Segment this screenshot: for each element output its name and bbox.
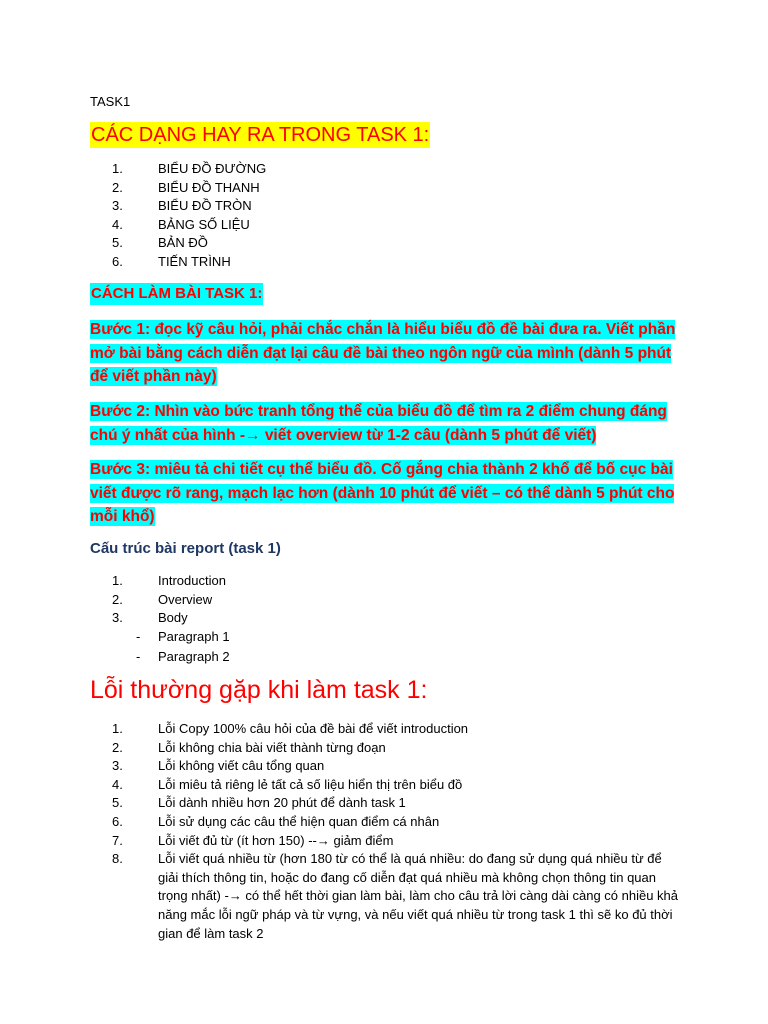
errors-heading: Lỗi thường gặp khi làm task 1: (90, 676, 428, 704)
step-1-text: Bước 1: đọc kỹ câu hỏi, phải chắc chắn là hiểu biểu đồ đề bài đưa ra. Viết phần mở bài bằng cách diễn đạt lại câu đề bài theo ngôn ngữ của mình (dành 5 phút để viết phần này) (90, 321, 676, 385)
task-label: TASK1 (90, 94, 131, 109)
list-item: 6. Lỗi sử dụng các câu thể hiện quan điểm cá nhân (112, 813, 440, 829)
list-item: 3. Body (112, 610, 188, 626)
structure-heading: Cấu trúc bài report (task 1) (90, 540, 281, 557)
step-3 (90, 458, 680, 529)
errors-list (112, 720, 682, 943)
list-item: 1. Lỗi Copy 100% câu hỏi của đề bài để viết introduction (112, 721, 469, 736)
list-item: 1. BIỂU ĐỒ ĐƯỜNG (112, 161, 267, 176)
types-heading: CÁC DẠNG HAY RA TRONG TASK 1: (91, 124, 430, 146)
list-item: 2. BIỂU ĐỒ THANH (112, 179, 260, 195)
list-item: 3. Lỗi không viết câu tổng quan (112, 758, 325, 774)
body-parts-list (136, 627, 230, 667)
list-item: 2. Overview (112, 591, 213, 607)
structure-list (112, 572, 226, 628)
list-item: - Paragraph 2 (136, 649, 230, 664)
list-item: 1. Introduction (112, 573, 226, 588)
list-item: 4. BẢNG SỐ LIỆU (112, 216, 250, 232)
step-2 (90, 400, 680, 447)
list-item: 2. Lỗi không chia bài viết thành từng đoạn (112, 739, 386, 755)
types-list (112, 160, 266, 272)
list-item: 5. BẢN ĐỒ (112, 235, 208, 251)
list-item: 8. Lỗi viết quá nhiều từ (hơn 180 từ có thể là quá nhiều: do đang sử dụng quá nhiều từ để giải thích thông tin, hoặc do đang cố diễn đạt quá nhiều mà không chọn thông tin quan trọng nhất) -→ có thể hết thời gian làm bài, làm cho câu trả lời càng dài càng có nhiều khả năng mắc lỗi ngữ pháp và từ vựng, và nếu viết quá nhiều từ trong task 1 thì sẽ ko đủ thời gian để làm task 2 (112, 851, 679, 941)
list-item: 4. Lỗi miêu tả riêng lẻ tất cả số liệu hiển thị trên biểu đồ (112, 776, 463, 792)
method-heading: CÁCH LÀM BÀI TASK 1: (90, 283, 263, 305)
list-item: - Paragraph 1 (136, 629, 230, 644)
list-item: 7. Lỗi viết đủ từ (ít hơn 150) --→ giảm điểm (112, 832, 394, 848)
list-item: 6. TIẾN TRÌNH (112, 253, 231, 269)
list-item: 3. BIỂU ĐỒ TRÒN (112, 198, 252, 214)
list-item: 5. Lỗi dành nhiều hơn 20 phút để dành task 1 (112, 795, 406, 811)
step-1 (90, 318, 680, 389)
step-3-text: Bước 3: miêu tả chi tiết cụ thể biểu đồ. Cố gắng chia thành 2 khổ để bố cục bài viết được rõ rang, mạch lạc hơn (dành 10 phút để viết – có thể dành 5 phút cho mỗi khổ) (90, 461, 675, 525)
step-2-text: Bước 2: Nhìn vào bức tranh tổng thể của biểu đồ để tìm ra 2 điểm chung đáng chú ý nhất của hình -→ viết overview từ 1-2 câu (dành 5 phút để viết) (90, 403, 667, 444)
